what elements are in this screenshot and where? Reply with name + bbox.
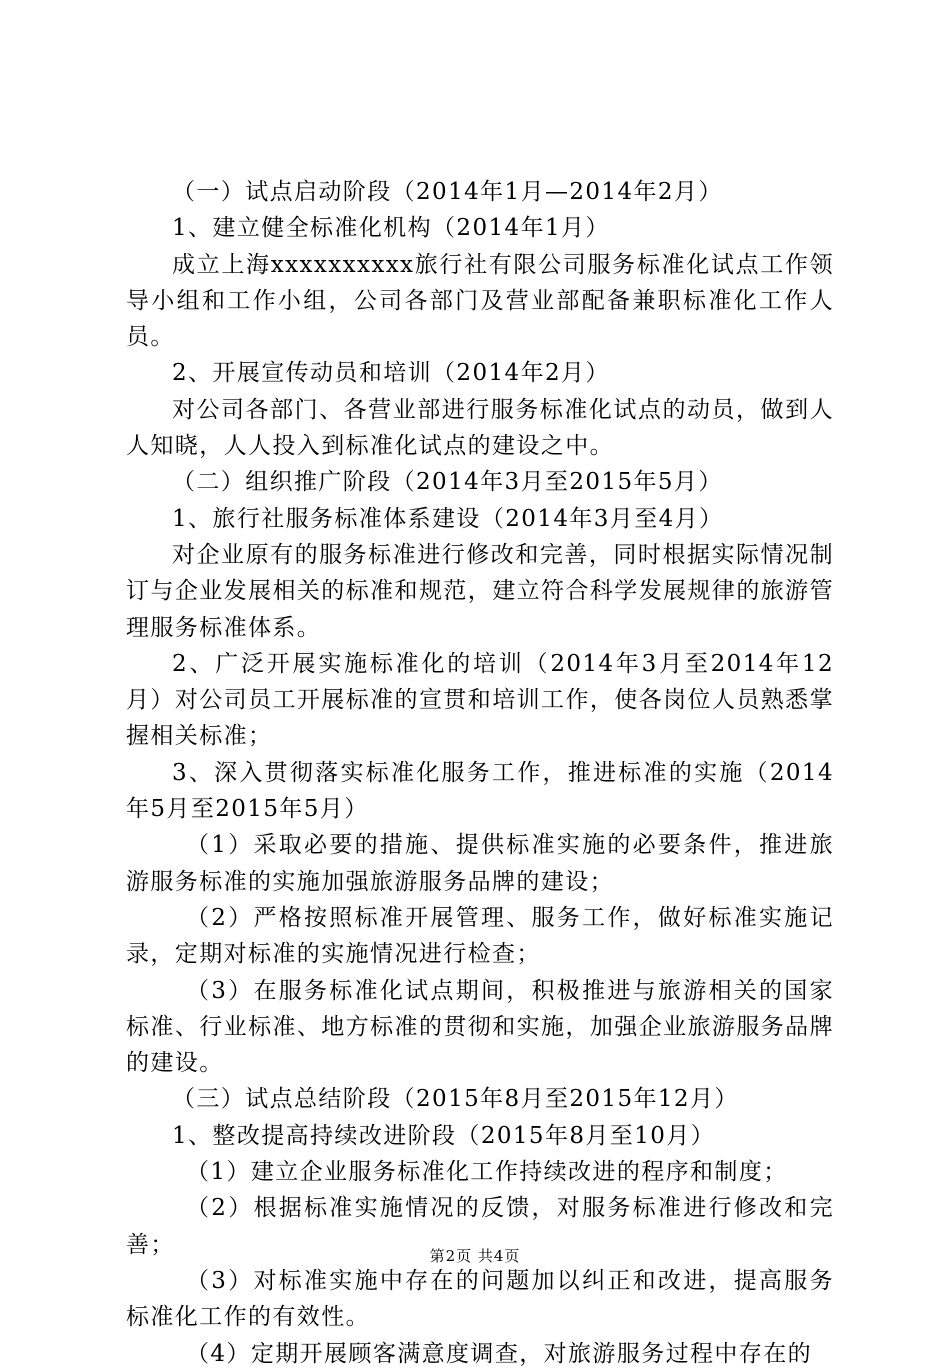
body-paragraph: 对公司各部门、各营业部进行服务标准化试点的动员，做到人人知晓，人人投入到标准化试点的建设之中。 (126, 396, 834, 460)
body-paragraph: （4）定期开展顾客满意度调查，对旅游服务过程中存在的 (186, 1340, 813, 1367)
body-paragraph: 成立上海xxxxxxxxxx旅行社有限公司服务标准化试点工作领导小组和工作小组，公司各部门及营业部配备兼职标准化工作人员。 (126, 251, 834, 351)
body-paragraph: 3、深入贯彻落实标准化服务工作，推进标准的实施（2014年5月至2015年5月） (126, 759, 834, 823)
body-paragraph: 2、广泛开展实施标准化的培训（2014年3月至2014年12月）对公司员工开展标准的宣贯和培训工作，使各岗位人员熟悉掌握相关标准； (126, 650, 834, 750)
body-paragraph: （3）在服务标准化试点期间，积极推进与旅游相关的国家标准、行业标准、地方标准的贯彻和实施，加强企业旅游服务品牌的建设。 (126, 977, 834, 1077)
body-paragraph: 1、整改提高持续改进阶段（2015年8月至10月） (172, 1122, 716, 1149)
body-paragraph: （三）试点总结阶段（2015年8月至2015年12月） (172, 1086, 739, 1113)
body-paragraph: （2）严格按照标准开展管理、服务工作，做好标准实施记录，定期对标准的实施情况进行检查； (126, 904, 834, 968)
page-footer: 第2页 共4页 (429, 1247, 521, 1265)
body-paragraph: 2、开展宣传动员和培训（2014年2月） (172, 360, 610, 387)
body-paragraph: （1）采取必要的措施、提供标准实施的必要条件，推进旅游服务标准的实施加强旅游服务品牌的建设； (126, 832, 834, 895)
body-paragraph: （2）根据标准实施情况的反馈，对服务标准进行修改和完善； (126, 1195, 834, 1258)
body-paragraph: （3）对标准实施中存在的问题加以纠正和改进，提高服务标准化工作的有效性。 (126, 1267, 834, 1331)
body-paragraph: （二）组织推广阶段（2014年3月至2015年5月） (172, 469, 723, 496)
document-body (126, 174, 834, 1372)
body-paragraph: （1）建立企业服务标准化工作持续改进的程序和制度； (186, 1159, 788, 1186)
body-paragraph: 对企业原有的服务标准进行修改和完善，同时根据实际情况制订与企业发展相关的标准和规范，建立符合科学发展规律的旅游管理服务标准体系。 (126, 541, 834, 641)
body-paragraph: 1、建立健全标准化机构（2014年1月） (172, 215, 610, 242)
body-paragraph: （一）试点启动阶段（2014年1月—2014年2月） (172, 179, 723, 205)
body-paragraph: 1、旅行社服务标准体系建设（2014年3月至4月） (172, 505, 724, 532)
